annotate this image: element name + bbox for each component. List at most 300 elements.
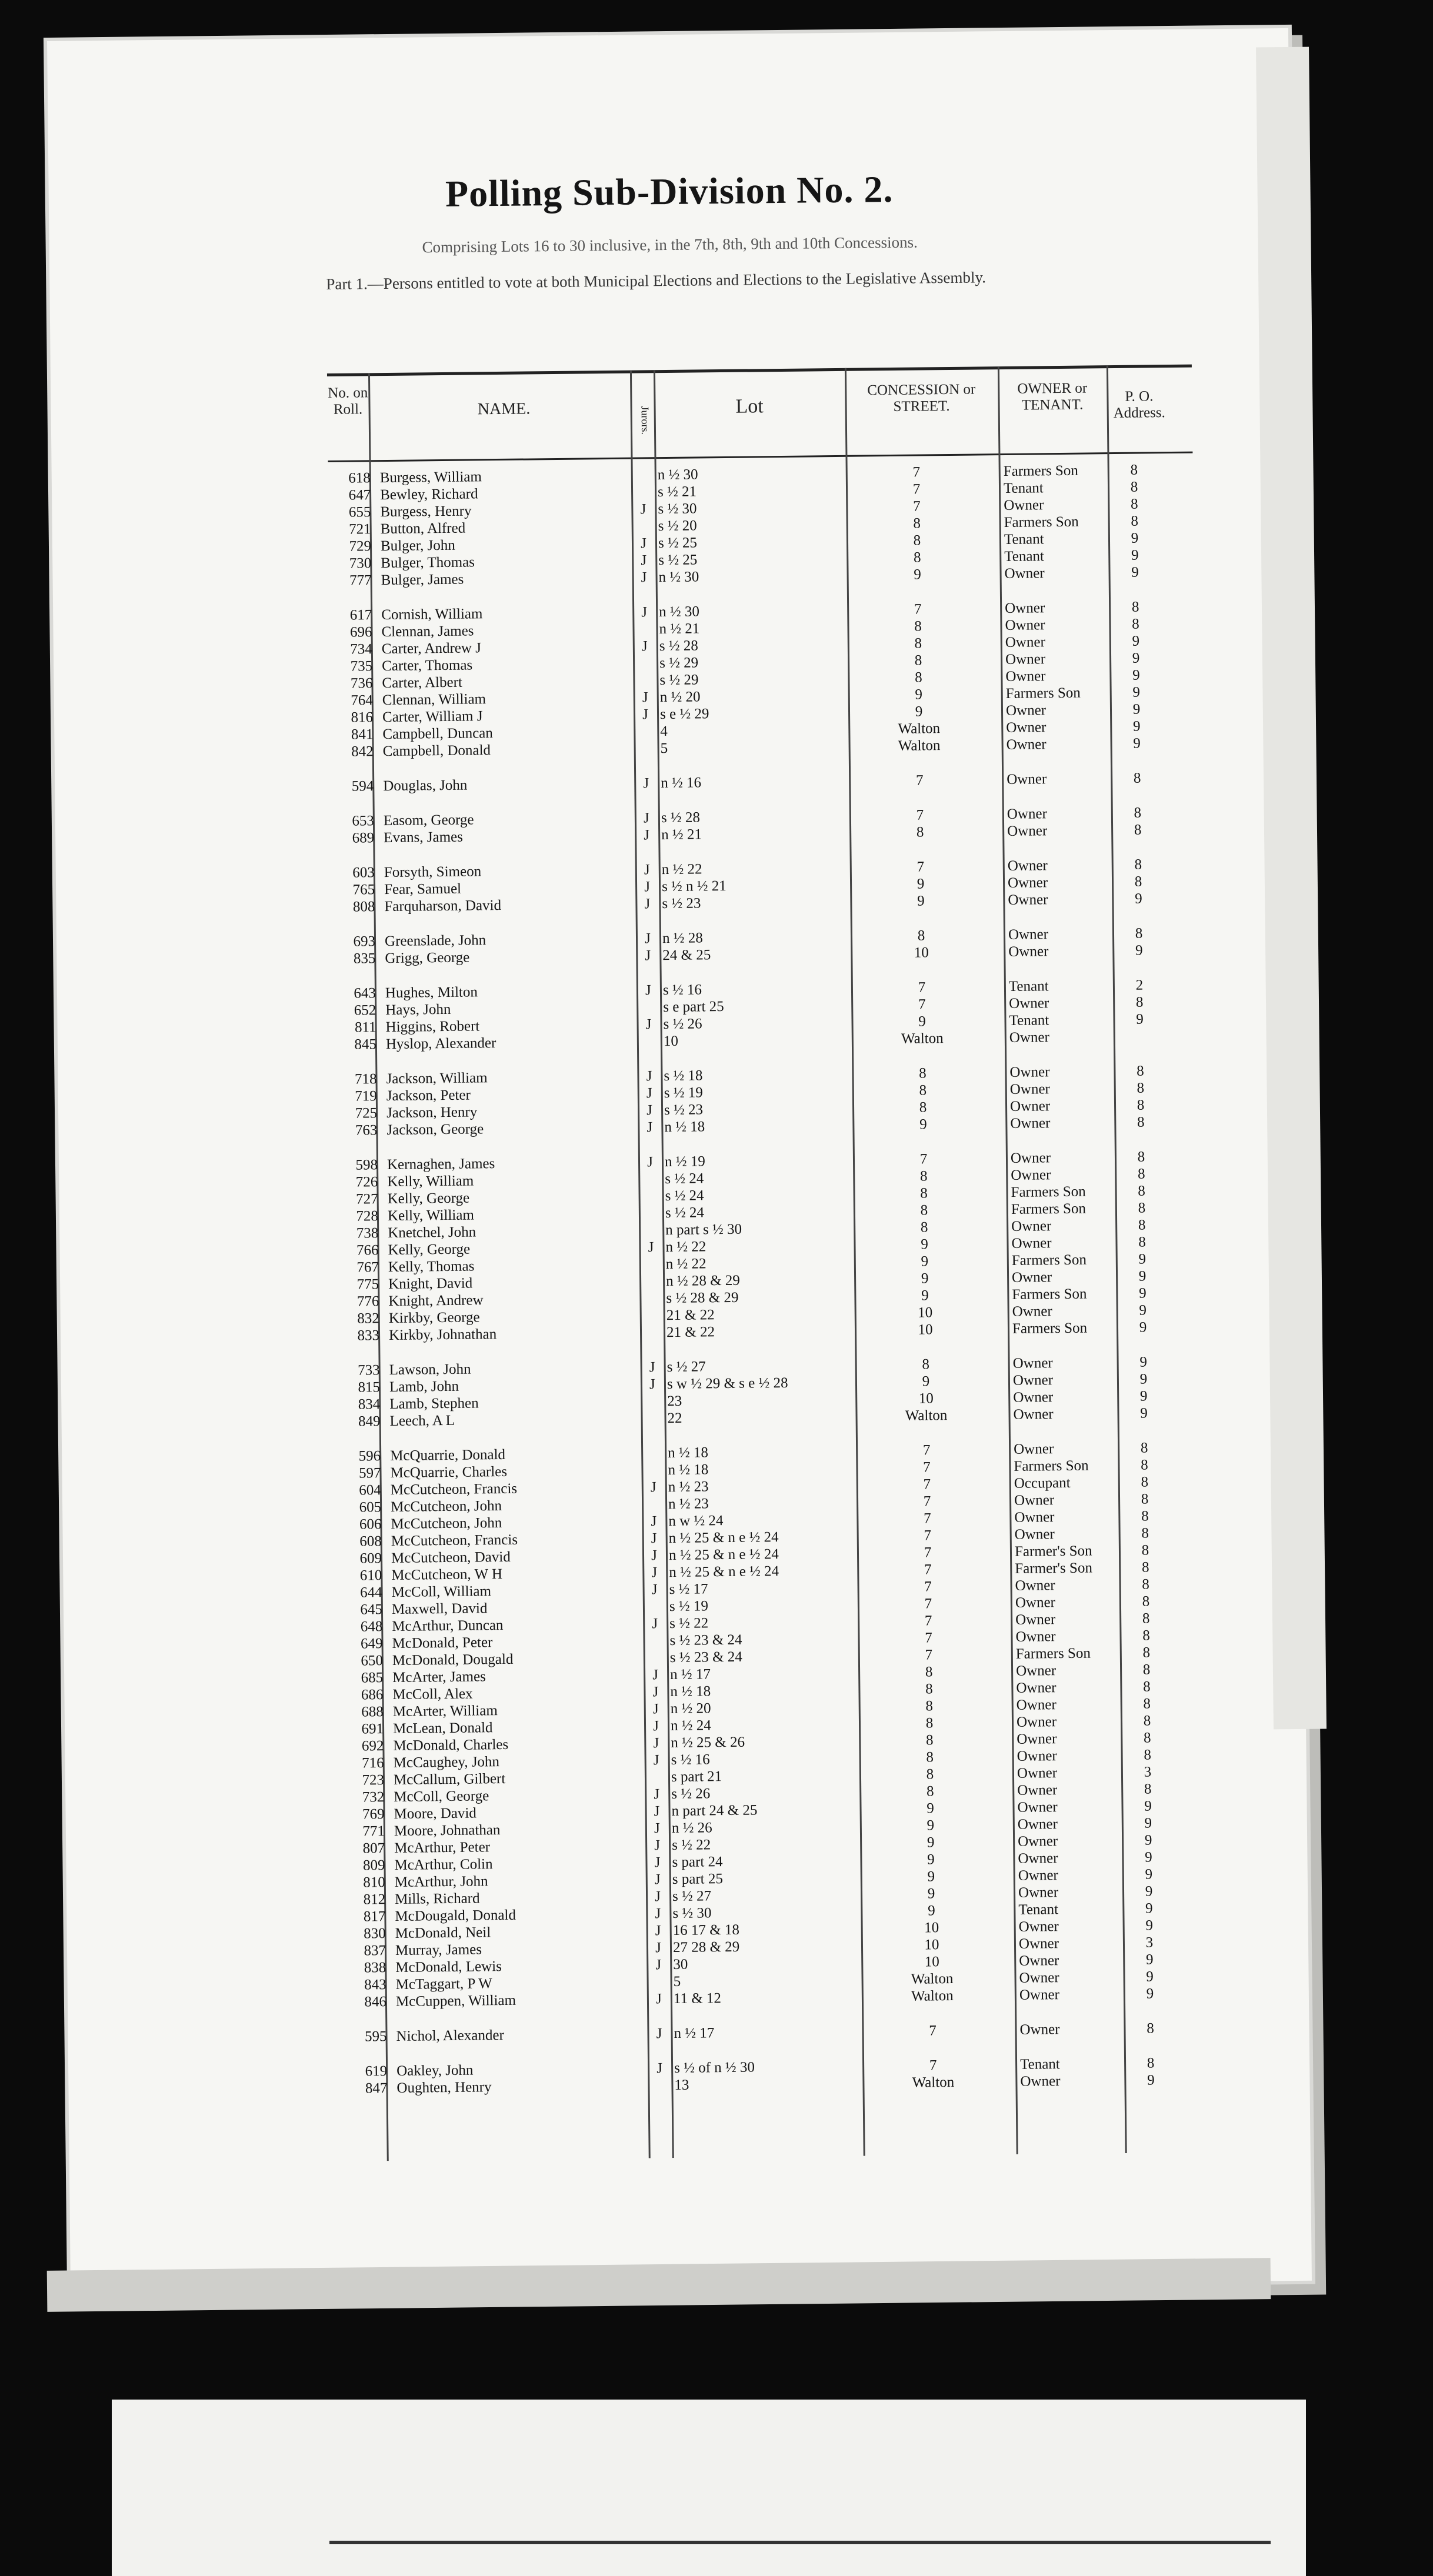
po-address: 8 xyxy=(1117,1063,1164,1080)
po-address: 8 xyxy=(1114,805,1161,822)
roll-number: 763 xyxy=(335,1122,377,1139)
lot: n ½ 30 xyxy=(658,466,698,483)
juror-mark: J xyxy=(641,1119,658,1136)
voter-name: McLean, Donald xyxy=(393,1720,493,1737)
concession: 10 xyxy=(855,1390,997,1408)
juror-mark: J xyxy=(640,1068,658,1085)
header-concession: CONCESSION or STREET. xyxy=(848,381,995,416)
voter-name: McCutcheon, Francis xyxy=(391,1532,518,1550)
owner-tenant: Owner xyxy=(1014,1441,1054,1458)
owner-tenant: Owner xyxy=(1019,1970,1059,1987)
owner-tenant: Tenant xyxy=(1020,2056,1060,2073)
voter-list xyxy=(328,461,1228,2098)
lot: s ½ 24 xyxy=(665,1187,704,1204)
po-address: 3 xyxy=(1124,1764,1171,1781)
roll-number: 608 xyxy=(339,1533,382,1550)
po-address: 8 xyxy=(1123,1679,1170,1696)
voter-name: McDonald, Dougald xyxy=(392,1651,514,1669)
concession: 9 xyxy=(854,1270,995,1288)
owner-tenant: Owner xyxy=(1010,1098,1050,1115)
juror-mark: J xyxy=(644,1376,661,1393)
po-address: 9 xyxy=(1113,718,1160,735)
roll-number: 653 xyxy=(332,813,374,830)
header-lot: Lot xyxy=(656,398,842,416)
concession: 9 xyxy=(860,1851,1001,1869)
lot: n ½ 28 & 29 xyxy=(666,1273,740,1290)
roll-number: 811 xyxy=(334,1019,376,1036)
juror-mark: J xyxy=(635,569,652,586)
lot: n ½ 20 xyxy=(671,1700,711,1717)
next-page-rule xyxy=(329,2541,1271,2544)
lot: s ½ 20 xyxy=(658,518,697,535)
concession: 7 xyxy=(857,1493,998,1511)
voter-name: Oakley, John xyxy=(396,2063,474,2080)
roll-number: 618 xyxy=(328,470,371,487)
voter-name: Farquharson, David xyxy=(384,897,501,915)
juror-mark: J xyxy=(649,1871,666,1888)
header-jurors: Jurors. xyxy=(632,388,654,452)
po-address: 9 xyxy=(1115,890,1162,907)
concession: 7 xyxy=(846,481,987,499)
owner-tenant: Owner xyxy=(1005,600,1045,617)
header-po: P. O. Address. xyxy=(1109,388,1169,422)
roll-number: 817 xyxy=(343,1908,385,1926)
concession: 9 xyxy=(850,892,991,910)
lot: n ½ 22 xyxy=(662,861,702,878)
lot: n ½ 23 xyxy=(668,1479,709,1496)
lot: s e ½ 29 xyxy=(660,706,709,723)
voter-name: Bewley, Richard xyxy=(380,486,478,503)
voter-name: McQuarrie, Charles xyxy=(390,1464,507,1481)
concession: 9 xyxy=(850,875,991,893)
owner-tenant: Farmers Son xyxy=(1016,1646,1091,1663)
juror-mark: J xyxy=(645,1530,663,1547)
juror-mark: J xyxy=(645,1547,663,1564)
po-address: 9 xyxy=(1125,1815,1172,1832)
voter-name: Carter, Albert xyxy=(382,675,462,692)
juror-mark: J xyxy=(651,2060,668,2077)
po-address: 9 xyxy=(1120,1388,1167,1405)
roll-number: 845 xyxy=(334,1036,376,1053)
voter-name: McCutcheon, Francis xyxy=(391,1481,518,1499)
lot: 5 xyxy=(673,1974,681,1990)
po-address: 8 xyxy=(1115,856,1162,873)
owner-tenant: Owner xyxy=(1019,1936,1059,1953)
juror-mark: J xyxy=(635,552,652,569)
owner-tenant: Owner xyxy=(1019,1918,1059,1936)
lot: n part s ½ 30 xyxy=(665,1222,742,1239)
voter-name: Bulger, John xyxy=(381,538,455,555)
voter-name: Oughten, Henry xyxy=(396,2079,491,2097)
lot: s ½ 26 xyxy=(663,1016,702,1033)
juror-mark: J xyxy=(637,775,655,792)
voter-name: McTaggart, P W xyxy=(395,1976,492,1993)
voter-name: McArthur, Colin xyxy=(394,1856,492,1874)
voter-name: Kelly, George xyxy=(388,1190,470,1207)
lot: s ½ 16 xyxy=(671,1751,710,1769)
concession: 8 xyxy=(854,1202,995,1220)
concession: 7 xyxy=(857,1527,998,1545)
po-address: 8 xyxy=(1111,496,1158,513)
roll-number: 816 xyxy=(331,709,373,726)
owner-tenant: Owner xyxy=(1005,617,1045,634)
owner-tenant: Owner xyxy=(1004,497,1044,514)
po-address: 8 xyxy=(1121,1474,1168,1491)
lot: s part 25 xyxy=(672,1871,723,1888)
roll-number: 649 xyxy=(340,1636,382,1653)
roll-number: 719 xyxy=(335,1088,377,1105)
voter-name: Carter, William J xyxy=(382,708,483,726)
po-address: 9 xyxy=(1125,1866,1172,1883)
owner-tenant: Farmers Son xyxy=(1014,1458,1088,1475)
voter-name: Hyslop, Alexander xyxy=(386,1035,496,1053)
roll-number: 597 xyxy=(338,1465,381,1482)
concession: 9 xyxy=(852,1116,994,1134)
roll-number: 721 xyxy=(329,521,371,538)
roll-number: 842 xyxy=(331,743,374,760)
po-address: 8 xyxy=(1111,462,1158,479)
voter-name: Douglas, John xyxy=(383,778,467,795)
po-address: 8 xyxy=(1118,1166,1165,1183)
voter-name: Knight, Andrew xyxy=(388,1292,483,1310)
roll-number: 830 xyxy=(344,1926,386,1943)
concession: 8 xyxy=(859,1783,1001,1801)
roll-number: 605 xyxy=(339,1499,381,1516)
owner-tenant: Owner xyxy=(1017,1748,1057,1765)
lot: n ½ 23 xyxy=(668,1496,709,1513)
voter-name: Mills, Richard xyxy=(395,1890,480,1908)
lot: n ½ 18 xyxy=(668,1461,708,1479)
owner-tenant: Owner xyxy=(1005,651,1045,668)
lot: s ½ 26 xyxy=(671,1786,710,1803)
po-address: 8 xyxy=(1111,513,1158,530)
lot: s ½ 30 xyxy=(672,1905,711,1922)
voter-name: McArthur, Duncan xyxy=(392,1617,504,1635)
lot: n ½ 17 xyxy=(674,2025,714,2042)
lot: n ½ 21 xyxy=(661,826,702,843)
roll-number: 849 xyxy=(338,1413,380,1430)
juror-mark: J xyxy=(647,1718,665,1734)
juror-mark: J xyxy=(648,1854,666,1871)
voter-name: McDonald, Neil xyxy=(395,1924,491,1942)
juror-mark: J xyxy=(641,1102,658,1119)
voter-name: Evans, James xyxy=(384,829,463,846)
owner-tenant: Owner xyxy=(1008,892,1048,909)
voter-name: Kelly, George xyxy=(388,1242,470,1259)
juror-mark: J xyxy=(649,1940,667,1956)
juror-mark: J xyxy=(635,604,653,620)
juror-mark: J xyxy=(648,1752,665,1769)
owner-tenant: Owner xyxy=(1010,1081,1050,1098)
roll-number: 809 xyxy=(342,1857,385,1874)
lot: 21 & 22 xyxy=(666,1324,715,1341)
owner-tenant: Owner xyxy=(1018,1884,1058,1901)
po-address: 9 xyxy=(1112,667,1159,684)
lot: n ½ 18 xyxy=(668,1444,708,1461)
voter-name: McCutcheon, W H xyxy=(391,1566,502,1584)
owner-tenant: Owner xyxy=(1009,1064,1049,1081)
concession: 7 xyxy=(847,600,988,619)
concession: 8 xyxy=(847,618,988,636)
owner-tenant: Owner xyxy=(1011,1218,1051,1235)
voter-name: Jackson, Peter xyxy=(386,1087,471,1105)
lot: s ½ 24 xyxy=(665,1170,704,1187)
po-address: 8 xyxy=(1124,1713,1171,1730)
juror-mark: J xyxy=(638,862,656,878)
roll-number: 725 xyxy=(335,1105,377,1122)
voter-name: Kernaghen, James xyxy=(387,1156,495,1173)
lot: s ½ 19 xyxy=(669,1598,708,1615)
owner-tenant: Owner xyxy=(1007,806,1047,823)
concession: 7 xyxy=(858,1629,999,1647)
juror-mark: J xyxy=(638,879,656,895)
po-address: 9 xyxy=(1119,1251,1166,1268)
po-address: 8 xyxy=(1115,873,1162,890)
owner-tenant: Owner xyxy=(1004,565,1044,582)
voter-name: Burgess, Henry xyxy=(380,503,471,520)
juror-mark: J xyxy=(642,1239,659,1256)
roll-number: 643 xyxy=(334,985,376,1002)
lot: n ½ 26 xyxy=(672,1820,712,1837)
concession: 7 xyxy=(857,1561,998,1579)
lot: n ½ 25 & n e ½ 24 xyxy=(669,1529,779,1547)
roll-number: 815 xyxy=(338,1379,380,1396)
owner-tenant: Owner xyxy=(1006,719,1046,736)
lot: s ½ 22 xyxy=(669,1615,708,1632)
owner-tenant: Farmers Son xyxy=(1006,685,1081,702)
lot: n ½ 18 xyxy=(670,1683,711,1700)
roll-number: 644 xyxy=(340,1584,382,1601)
roll-number: 685 xyxy=(341,1670,383,1687)
po-address: 8 xyxy=(1122,1542,1169,1559)
voter-name: Bulger, Thomas xyxy=(381,554,475,572)
juror-mark: J xyxy=(636,638,654,655)
voter-name: McArter, William xyxy=(393,1703,498,1720)
juror-mark: J xyxy=(639,982,657,999)
roll-number: 847 xyxy=(345,2080,387,2097)
concession: 8 xyxy=(847,532,988,550)
po-address: 8 xyxy=(1115,925,1162,942)
roll-number: 732 xyxy=(342,1789,384,1806)
owner-tenant: Owner xyxy=(1014,1509,1054,1526)
roll-number: 776 xyxy=(336,1293,379,1310)
lot: n ½ 30 xyxy=(658,569,699,586)
juror-mark: J xyxy=(645,1513,662,1530)
owner-tenant: Owner xyxy=(1012,1355,1052,1372)
lot: n ½ 25 & n e ½ 24 xyxy=(669,1563,779,1581)
concession: Walton xyxy=(862,2074,1004,2092)
voter-name: McCutcheon, John xyxy=(391,1515,502,1533)
roll-number: 835 xyxy=(333,950,375,967)
concession: 10 xyxy=(861,1936,1002,1954)
roll-number: 617 xyxy=(329,607,372,624)
po-address: 8 xyxy=(1122,1627,1169,1644)
owner-tenant: Occupant xyxy=(1014,1475,1071,1492)
lot: s ½ 23 xyxy=(664,1102,703,1119)
owner-tenant: Owner xyxy=(1006,736,1046,753)
juror-mark: J xyxy=(648,1820,666,1837)
juror-mark: J xyxy=(645,1581,663,1598)
roll-number: 843 xyxy=(344,1977,386,1994)
po-address: 8 xyxy=(1117,1080,1164,1097)
page-title: Polling Sub-Division No. 2. xyxy=(48,163,1290,220)
roll-number: 730 xyxy=(329,555,371,572)
owner-tenant: Owner xyxy=(1020,2073,1060,2090)
voter-name: Nichol, Alexander xyxy=(396,2027,504,2045)
lot: n ½ 25 & n e ½ 24 xyxy=(669,1546,779,1564)
concession: 7 xyxy=(858,1646,999,1664)
po-address: 9 xyxy=(1111,547,1158,564)
roll-number: 833 xyxy=(337,1327,379,1344)
concession: Walton xyxy=(862,1987,1003,2006)
concession: Walton xyxy=(852,1030,993,1048)
lot: n part 24 & 25 xyxy=(671,1803,757,1820)
lot: s ½ 21 xyxy=(658,483,696,500)
lot: s ½ 19 xyxy=(664,1085,703,1102)
next-page xyxy=(112,2400,1306,2576)
lot: n ½ 19 xyxy=(665,1153,705,1170)
owner-tenant: Owner xyxy=(1015,1577,1055,1594)
voter-name: Bulger, James xyxy=(381,572,464,589)
po-address: 9 xyxy=(1111,564,1158,581)
concession: 9 xyxy=(848,686,989,704)
juror-mark: J xyxy=(648,1803,665,1820)
concession: 9 xyxy=(859,1800,1001,1818)
voter-name: Kirkby, George xyxy=(389,1309,480,1327)
concession: 7 xyxy=(857,1544,998,1562)
owner-tenant: Owner xyxy=(1011,1150,1051,1167)
lot: 21 & 22 xyxy=(666,1307,715,1324)
po-address: 8 xyxy=(1122,1593,1169,1610)
owner-tenant: Farmers Son xyxy=(1004,463,1078,480)
voter-name: McDonald, Lewis xyxy=(395,1958,502,1976)
roll-number: 696 xyxy=(329,624,372,641)
concession: 8 xyxy=(859,1697,1000,1716)
po-address: 8 xyxy=(1124,1747,1171,1764)
voter-name: Knight, David xyxy=(388,1276,472,1293)
po-address: 9 xyxy=(1111,530,1158,547)
lot: s ½ 29 xyxy=(659,672,698,689)
owner-tenant: Tenant xyxy=(1004,480,1044,497)
concession: 8 xyxy=(849,823,991,842)
roll-number: 652 xyxy=(334,1002,376,1019)
owner-tenant: Owner xyxy=(1009,995,1049,1012)
roll-number: 777 xyxy=(329,572,371,589)
lot: n ½ 17 xyxy=(670,1666,711,1683)
owner-tenant: Farmers Son xyxy=(1004,514,1079,531)
lot: s ½ 23 & 24 xyxy=(670,1649,742,1666)
lot: s w ½ 29 & s e ½ 28 xyxy=(667,1375,788,1393)
po-address: 9 xyxy=(1113,735,1160,752)
owner-tenant: Tenant xyxy=(1018,1901,1058,1918)
concession: 9 xyxy=(855,1373,997,1391)
concession: 8 xyxy=(858,1663,999,1681)
owner-tenant: Owner xyxy=(1007,823,1047,840)
concession: 7 xyxy=(858,1612,999,1630)
voter-name: Moore, Johnathan xyxy=(394,1822,501,1840)
voter-name: Murray, James xyxy=(395,1941,482,1959)
voter-name: Leech, A L xyxy=(389,1413,455,1430)
juror-mark: J xyxy=(639,947,656,964)
voter-name: Moore, David xyxy=(394,1806,476,1823)
voter-name: Lawson, John xyxy=(389,1362,471,1379)
roll-number: 764 xyxy=(331,692,373,709)
concession: 7 xyxy=(851,996,992,1014)
concession: Walton xyxy=(848,737,989,755)
table-top-rule xyxy=(327,365,1192,376)
lot: n ½ 28 xyxy=(662,930,703,947)
juror-mark: J xyxy=(646,1616,664,1632)
juror-mark: J xyxy=(634,501,652,518)
po-address: 8 xyxy=(1111,479,1158,496)
voter-name: McDonald, Charles xyxy=(393,1737,508,1754)
owner-tenant: Owner xyxy=(1012,1303,1052,1320)
lot: s ½ 27 xyxy=(672,1888,711,1905)
juror-mark: J xyxy=(647,1701,665,1717)
po-address: 8 xyxy=(1124,1730,1171,1747)
concession: 9 xyxy=(854,1253,995,1271)
po-address: 8 xyxy=(1122,1576,1169,1593)
roll-number: 689 xyxy=(332,830,374,847)
po-address: 8 xyxy=(1118,1234,1165,1251)
lot: n ½ 24 xyxy=(671,1717,711,1734)
voter-name: Cornish, William xyxy=(381,606,482,623)
voter-name: Clennan, James xyxy=(381,623,474,640)
concession: 7 xyxy=(849,772,990,790)
owner-tenant: Owner xyxy=(1018,1850,1058,1867)
lot: 11 & 12 xyxy=(674,1990,721,2007)
po-address: 8 xyxy=(1121,1440,1168,1457)
roll-number: 734 xyxy=(330,641,372,658)
roll-number: 594 xyxy=(331,778,374,795)
roll-number: 619 xyxy=(345,2063,387,2080)
concession: 7 xyxy=(857,1578,998,1596)
owner-tenant: Owner xyxy=(1013,1372,1053,1389)
voter-name: McCutcheon, David xyxy=(391,1549,511,1567)
roll-number: 655 xyxy=(328,504,371,521)
juror-mark: J xyxy=(646,1684,664,1700)
roll-number: 718 xyxy=(334,1071,376,1088)
concession: 9 xyxy=(847,566,988,584)
lot: s ½ 22 xyxy=(672,1837,711,1854)
roll-number: 604 xyxy=(339,1482,381,1499)
lot: s ½ 30 xyxy=(658,500,696,518)
po-address: 9 xyxy=(1119,1268,1166,1285)
juror-mark: J xyxy=(638,896,656,912)
roll-number: 771 xyxy=(342,1823,385,1840)
voter-name: Jackson, William xyxy=(386,1070,487,1087)
owner-tenant: Owner xyxy=(1015,1526,1055,1543)
po-address: 8 xyxy=(1118,1200,1165,1217)
concession: 7 xyxy=(846,498,987,516)
voter-name: Kirkby, Johnathan xyxy=(389,1326,496,1344)
voter-name: McColl, Alex xyxy=(392,1686,472,1703)
concession: 8 xyxy=(859,1731,1000,1750)
lot: s ½ 17 xyxy=(669,1581,708,1598)
owner-tenant: Owner xyxy=(1017,1765,1057,1782)
roll-number: 728 xyxy=(336,1208,378,1225)
juror-mark: J xyxy=(649,1923,667,1939)
owner-tenant: Owner xyxy=(1005,634,1045,651)
concession: 8 xyxy=(848,635,989,653)
roll-number: 647 xyxy=(328,487,371,504)
juror-mark: J xyxy=(641,1154,659,1170)
po-address: 8 xyxy=(1124,1696,1171,1713)
juror-mark: J xyxy=(638,810,655,826)
header-name: NAME. xyxy=(380,400,627,419)
roll-number: 596 xyxy=(338,1448,381,1465)
voter-name: McArthur, John xyxy=(395,1873,488,1891)
